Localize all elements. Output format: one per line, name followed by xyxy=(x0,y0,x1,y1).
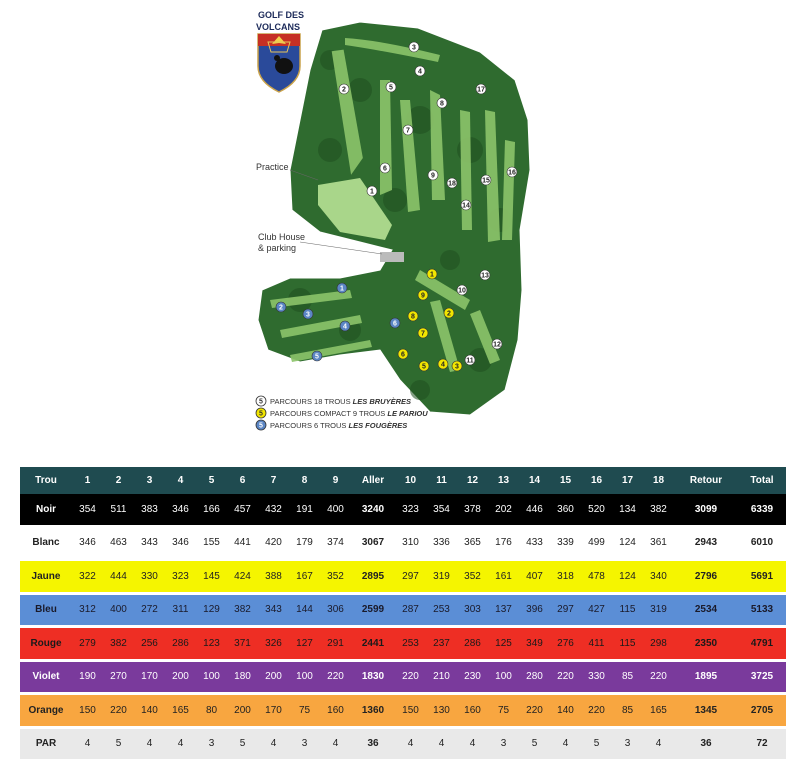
distance-cell: 4 xyxy=(426,727,457,761)
distance-cell: 137 xyxy=(488,593,519,627)
distance-cell: 360 xyxy=(550,494,581,526)
svg-text:16: 16 xyxy=(508,169,516,177)
hole-marker-18-15 xyxy=(481,175,491,185)
hole-marker-18-18 xyxy=(447,178,457,188)
distance-cell: 1360 xyxy=(351,694,395,728)
distance-cell: 365 xyxy=(457,526,488,560)
distance-cell: 200 xyxy=(165,660,196,694)
distance-cell: 382 xyxy=(227,593,258,627)
distance-cell: 5 xyxy=(227,727,258,761)
golf-des-volcans-logo xyxy=(256,10,304,92)
distance-cell: 276 xyxy=(550,627,581,661)
legend-item-9 xyxy=(256,408,428,418)
hole-marker-18-11 xyxy=(465,355,475,365)
distance-cell: 1345 xyxy=(674,694,738,728)
logo-text-2: VOLCANS xyxy=(256,22,301,32)
hole-marker-9-8 xyxy=(408,311,418,321)
distance-cell: 291 xyxy=(320,627,351,661)
header-cell: 14 xyxy=(519,467,550,494)
distance-cell: 4 xyxy=(643,727,674,761)
distance-cell: 2441 xyxy=(351,627,395,661)
distance-cell: 140 xyxy=(550,694,581,728)
legend-item-6 xyxy=(256,420,407,430)
distance-cell: 36 xyxy=(351,727,395,761)
hole-marker-6-6 xyxy=(390,318,400,328)
svg-text:4: 4 xyxy=(418,68,422,76)
tee-row-violet xyxy=(20,660,786,694)
distance-cell: 127 xyxy=(289,627,320,661)
hole-marker-9-4 xyxy=(438,359,448,369)
distance-cell: 433 xyxy=(519,526,550,560)
practice-label: Practice xyxy=(256,162,289,172)
distance-cell: 124 xyxy=(612,560,643,594)
tee-row-par xyxy=(20,727,786,761)
distance-cell: 330 xyxy=(134,560,165,594)
distance-cell: 346 xyxy=(165,526,196,560)
hole-marker-6-2 xyxy=(276,302,286,312)
distance-cell: 330 xyxy=(581,660,612,694)
distance-cell: 478 xyxy=(581,560,612,594)
legend-6-num: 5 xyxy=(259,422,263,430)
distance-cell: 210 xyxy=(426,660,457,694)
distance-cell: 150 xyxy=(395,694,426,728)
distance-cell: 220 xyxy=(643,660,674,694)
distance-cell: 3240 xyxy=(351,494,395,526)
hole-marker-18-2 xyxy=(339,84,349,94)
svg-text:17: 17 xyxy=(477,86,485,94)
distance-cell: 170 xyxy=(134,660,165,694)
distance-cell: 499 xyxy=(581,526,612,560)
tee-name: Orange xyxy=(20,694,72,728)
distance-cell: 170 xyxy=(258,694,289,728)
distance-cell: 287 xyxy=(395,593,426,627)
distance-cell: 180 xyxy=(227,660,258,694)
distance-cell: 297 xyxy=(550,593,581,627)
distance-cell: 2943 xyxy=(674,526,738,560)
distance-cell: 4 xyxy=(395,727,426,761)
scorecard-header-row xyxy=(20,467,786,494)
hole-marker-6-3 xyxy=(303,309,313,319)
distance-cell: 3 xyxy=(488,727,519,761)
distance-cell: 4 xyxy=(165,727,196,761)
distance-cell: 2895 xyxy=(351,560,395,594)
distance-cell: 286 xyxy=(457,627,488,661)
distance-cell: 303 xyxy=(457,593,488,627)
distance-cell: 253 xyxy=(426,593,457,627)
distance-cell: 279 xyxy=(72,627,103,661)
distance-cell: 4 xyxy=(134,727,165,761)
svg-text:6: 6 xyxy=(393,320,397,328)
svg-text:PARCOURS 6 TROUS LES FOUGÈRES xyxy=(270,421,407,430)
distance-cell: 343 xyxy=(258,593,289,627)
svg-text:15: 15 xyxy=(482,177,490,185)
hole-marker-6-4 xyxy=(340,321,350,331)
hole-marker-18-8 xyxy=(437,98,447,108)
distance-cell: 237 xyxy=(426,627,457,661)
distance-cell: 256 xyxy=(134,627,165,661)
distance-cell: 253 xyxy=(395,627,426,661)
distance-cell: 2705 xyxy=(738,694,786,728)
svg-text:9: 9 xyxy=(431,172,435,180)
svg-text:2: 2 xyxy=(342,86,346,94)
distance-cell: 4 xyxy=(72,727,103,761)
distance-cell: 85 xyxy=(612,660,643,694)
distance-cell: 323 xyxy=(395,494,426,526)
distance-cell: 6010 xyxy=(738,526,786,560)
distance-cell: 354 xyxy=(72,494,103,526)
header-cell: 1 xyxy=(72,467,103,494)
scorecard-table xyxy=(20,467,786,762)
distance-cell: 220 xyxy=(103,694,134,728)
distance-cell: 3 xyxy=(196,727,227,761)
distance-cell: 202 xyxy=(488,494,519,526)
distance-cell: 5 xyxy=(581,727,612,761)
distance-cell: 354 xyxy=(426,494,457,526)
distance-cell: 444 xyxy=(103,560,134,594)
hole-marker-18-17 xyxy=(476,84,486,94)
header-cell: Trou xyxy=(20,467,72,494)
svg-text:7: 7 xyxy=(406,127,410,135)
header-cell: 3 xyxy=(134,467,165,494)
svg-text:4: 4 xyxy=(441,361,445,369)
distance-cell: 312 xyxy=(72,593,103,627)
distance-cell: 134 xyxy=(612,494,643,526)
legend-item-18 xyxy=(256,396,411,406)
distance-cell: 165 xyxy=(643,694,674,728)
distance-cell: 230 xyxy=(457,660,488,694)
hole-marker-18-13 xyxy=(480,270,490,280)
distance-cell: 411 xyxy=(581,627,612,661)
distance-cell: 318 xyxy=(550,560,581,594)
distance-cell: 374 xyxy=(320,526,351,560)
distance-cell: 200 xyxy=(227,694,258,728)
hole-marker-18-7 xyxy=(403,125,413,135)
svg-text:9: 9 xyxy=(421,292,425,300)
svg-text:3: 3 xyxy=(306,311,310,319)
svg-text:3: 3 xyxy=(455,363,459,371)
distance-cell: 124 xyxy=(612,526,643,560)
distance-cell: 125 xyxy=(488,627,519,661)
distance-cell: 319 xyxy=(426,560,457,594)
distance-cell: 346 xyxy=(165,494,196,526)
distance-cell: 383 xyxy=(134,494,165,526)
distance-cell: 191 xyxy=(289,494,320,526)
distance-cell: 145 xyxy=(196,560,227,594)
distance-cell: 396 xyxy=(519,593,550,627)
distance-cell: 167 xyxy=(289,560,320,594)
distance-cell: 220 xyxy=(395,660,426,694)
hole-marker-9-6 xyxy=(398,349,408,359)
distance-cell: 311 xyxy=(165,593,196,627)
distance-cell: 179 xyxy=(289,526,320,560)
distance-cell: 3067 xyxy=(351,526,395,560)
distance-cell: 3 xyxy=(612,727,643,761)
distance-cell: 220 xyxy=(550,660,581,694)
distance-cell: 446 xyxy=(519,494,550,526)
svg-text:2: 2 xyxy=(279,304,283,312)
distance-cell: 220 xyxy=(320,660,351,694)
tee-row-orange xyxy=(20,694,786,728)
legend-18-text: PARCOURS 18 TROUS xyxy=(270,397,353,406)
distance-cell: 424 xyxy=(227,560,258,594)
svg-text:4: 4 xyxy=(343,323,347,331)
distance-cell: 220 xyxy=(519,694,550,728)
hole-marker-9-3 xyxy=(452,361,462,371)
distance-cell: 160 xyxy=(457,694,488,728)
distance-cell: 176 xyxy=(488,526,519,560)
distance-cell: 150 xyxy=(72,694,103,728)
hole-marker-18-12 xyxy=(492,339,502,349)
distance-cell: 286 xyxy=(165,627,196,661)
distance-cell: 371 xyxy=(227,627,258,661)
distance-cell: 319 xyxy=(643,593,674,627)
svg-text:7: 7 xyxy=(421,330,425,338)
svg-text:10: 10 xyxy=(458,287,466,295)
distance-cell: 520 xyxy=(581,494,612,526)
svg-text:5: 5 xyxy=(389,84,393,92)
distance-cell: 343 xyxy=(134,526,165,560)
distance-cell: 407 xyxy=(519,560,550,594)
legend-9-text: PARCOURS COMPACT 9 TROUS xyxy=(270,409,388,418)
distance-cell: 80 xyxy=(196,694,227,728)
hole-marker-18-6 xyxy=(380,163,390,173)
distance-cell: 340 xyxy=(643,560,674,594)
clubhouse-label-1: Club House xyxy=(258,232,306,242)
distance-cell: 352 xyxy=(457,560,488,594)
svg-text:1: 1 xyxy=(370,188,374,196)
distance-cell: 4 xyxy=(550,727,581,761)
distance-cell: 339 xyxy=(550,526,581,560)
distance-cell: 298 xyxy=(643,627,674,661)
distance-cell: 1895 xyxy=(674,660,738,694)
svg-text:12: 12 xyxy=(493,341,501,349)
header-cell: 2 xyxy=(103,467,134,494)
distance-cell: 72 xyxy=(738,727,786,761)
legend-6-name: LES FOUGÈRES xyxy=(348,421,408,430)
svg-text:18: 18 xyxy=(448,180,456,188)
distance-cell: 5 xyxy=(103,727,134,761)
svg-text:3: 3 xyxy=(412,44,416,52)
distance-cell: 2534 xyxy=(674,593,738,627)
legend-9-name: LE PARIOU xyxy=(387,409,428,418)
distance-cell: 432 xyxy=(258,494,289,526)
distance-cell: 36 xyxy=(674,727,738,761)
distance-cell: 5 xyxy=(519,727,550,761)
distance-cell: 85 xyxy=(612,694,643,728)
distance-cell: 310 xyxy=(395,526,426,560)
distance-cell: 3 xyxy=(289,727,320,761)
distance-cell: 1830 xyxy=(351,660,395,694)
hole-marker-18-3 xyxy=(409,42,419,52)
distance-cell: 166 xyxy=(196,494,227,526)
distance-cell: 272 xyxy=(134,593,165,627)
distance-cell: 3099 xyxy=(674,494,738,526)
header-cell: 9 xyxy=(320,467,351,494)
tee-name: Noir xyxy=(20,494,72,526)
distance-cell: 5691 xyxy=(738,560,786,594)
map-legend xyxy=(256,396,428,430)
distance-cell: 441 xyxy=(227,526,258,560)
distance-cell: 3725 xyxy=(738,660,786,694)
header-cell: 8 xyxy=(289,467,320,494)
header-cell: Total xyxy=(738,467,786,494)
distance-cell: 420 xyxy=(258,526,289,560)
distance-cell: 400 xyxy=(320,494,351,526)
header-cell: 12 xyxy=(457,467,488,494)
distance-cell: 4 xyxy=(320,727,351,761)
distance-cell: 130 xyxy=(426,694,457,728)
svg-text:13: 13 xyxy=(481,272,489,280)
distance-cell: 346 xyxy=(72,526,103,560)
distance-cell: 306 xyxy=(320,593,351,627)
clubhouse-building xyxy=(380,252,404,262)
tee-name: Bleu xyxy=(20,593,72,627)
distance-cell: 4 xyxy=(457,727,488,761)
hole-marker-18-9 xyxy=(428,170,438,180)
distance-cell: 220 xyxy=(581,694,612,728)
legend-6-text: PARCOURS 6 TROUS xyxy=(270,421,349,430)
svg-text:2: 2 xyxy=(447,310,451,318)
distance-cell: 297 xyxy=(395,560,426,594)
hole-marker-18-4 xyxy=(415,66,425,76)
distance-cell: 5133 xyxy=(738,593,786,627)
hole-marker-9-2 xyxy=(444,308,454,318)
tee-row-jaune xyxy=(20,560,786,594)
distance-cell: 4 xyxy=(258,727,289,761)
tee-row-noir xyxy=(20,494,786,526)
tee-row-rouge xyxy=(20,627,786,661)
distance-cell: 382 xyxy=(643,494,674,526)
distance-cell: 352 xyxy=(320,560,351,594)
header-cell: 16 xyxy=(581,467,612,494)
hole-marker-9-1 xyxy=(427,269,437,279)
header-cell: 15 xyxy=(550,467,581,494)
distance-cell: 270 xyxy=(103,660,134,694)
distance-cell: 457 xyxy=(227,494,258,526)
header-cell: 6 xyxy=(227,467,258,494)
distance-cell: 4791 xyxy=(738,627,786,661)
distance-cell: 378 xyxy=(457,494,488,526)
logo-text-1: GOLF DES xyxy=(258,10,305,20)
distance-cell: 336 xyxy=(426,526,457,560)
distance-cell: 2599 xyxy=(351,593,395,627)
distance-cell: 115 xyxy=(612,627,643,661)
distance-cell: 144 xyxy=(289,593,320,627)
svg-text:14: 14 xyxy=(462,202,470,210)
tee-name: PAR xyxy=(20,727,72,761)
distance-cell: 200 xyxy=(258,660,289,694)
tee-name: Blanc xyxy=(20,526,72,560)
hole-marker-18-16 xyxy=(507,167,517,177)
distance-cell: 75 xyxy=(488,694,519,728)
distance-cell: 115 xyxy=(612,593,643,627)
clubhouse-label-2: & parking xyxy=(258,243,297,253)
header-cell: 11 xyxy=(426,467,457,494)
header-cell: 10 xyxy=(395,467,426,494)
hole-marker-18-10 xyxy=(457,285,467,295)
hole-marker-6-5 xyxy=(312,351,322,361)
distance-cell: 129 xyxy=(196,593,227,627)
tee-name: Violet xyxy=(20,660,72,694)
hole-marker-18-5 xyxy=(386,82,396,92)
svg-text:5: 5 xyxy=(422,363,426,371)
legend-18-name: LES BRUYÈRES xyxy=(352,397,412,406)
legend-18-num: 5 xyxy=(259,398,263,406)
distance-cell: 100 xyxy=(488,660,519,694)
distance-cell: 388 xyxy=(258,560,289,594)
distance-cell: 2796 xyxy=(674,560,738,594)
distance-cell: 511 xyxy=(103,494,134,526)
svg-text:1: 1 xyxy=(430,271,434,279)
header-cell: 17 xyxy=(612,467,643,494)
tee-name: Rouge xyxy=(20,627,72,661)
distance-cell: 6339 xyxy=(738,494,786,526)
scorecard-body xyxy=(20,494,786,761)
svg-text:6: 6 xyxy=(401,351,405,359)
hole-marker-18-1 xyxy=(367,186,377,196)
distance-cell: 2350 xyxy=(674,627,738,661)
distance-cell: 140 xyxy=(134,694,165,728)
distance-cell: 190 xyxy=(72,660,103,694)
distance-cell: 161 xyxy=(488,560,519,594)
tee-name: Jaune xyxy=(20,560,72,594)
distance-cell: 165 xyxy=(165,694,196,728)
svg-text:6: 6 xyxy=(383,165,387,173)
svg-text:5: 5 xyxy=(315,353,319,361)
header-cell: 5 xyxy=(196,467,227,494)
svg-text:1: 1 xyxy=(340,285,344,293)
distance-cell: 160 xyxy=(320,694,351,728)
hole-marker-9-5 xyxy=(419,361,429,371)
svg-text:PARCOURS 18 TROUS LES BRUYÈRES xyxy=(270,397,411,406)
svg-text:8: 8 xyxy=(411,313,415,321)
distance-cell: 427 xyxy=(581,593,612,627)
distance-cell: 463 xyxy=(103,526,134,560)
header-cell: Aller xyxy=(351,467,395,494)
distance-cell: 400 xyxy=(103,593,134,627)
header-cell: 13 xyxy=(488,467,519,494)
header-cell: Retour xyxy=(674,467,738,494)
legend-9-num: 5 xyxy=(259,410,263,418)
svg-text:8: 8 xyxy=(440,100,444,108)
tee-row-bleu xyxy=(20,593,786,627)
header-cell: 18 xyxy=(643,467,674,494)
distance-cell: 361 xyxy=(643,526,674,560)
hole-marker-18-14 xyxy=(461,200,471,210)
tee-row-blanc xyxy=(20,526,786,560)
distance-cell: 382 xyxy=(103,627,134,661)
svg-text:11: 11 xyxy=(466,357,474,365)
distance-cell: 155 xyxy=(196,526,227,560)
header-cell: 4 xyxy=(165,467,196,494)
distance-cell: 100 xyxy=(196,660,227,694)
svg-text:PARCOURS COMPACT 9 TROUS LE PA xyxy=(270,409,428,418)
header-cell: 7 xyxy=(258,467,289,494)
distance-cell: 280 xyxy=(519,660,550,694)
distance-cell: 326 xyxy=(258,627,289,661)
hole-marker-9-7 xyxy=(418,328,428,338)
hole-marker-9-9 xyxy=(418,290,428,300)
distance-cell: 322 xyxy=(72,560,103,594)
distance-cell: 75 xyxy=(289,694,320,728)
distance-cell: 349 xyxy=(519,627,550,661)
distance-cell: 100 xyxy=(289,660,320,694)
distance-cell: 323 xyxy=(165,560,196,594)
hole-marker-6-1 xyxy=(337,283,347,293)
distance-cell: 123 xyxy=(196,627,227,661)
